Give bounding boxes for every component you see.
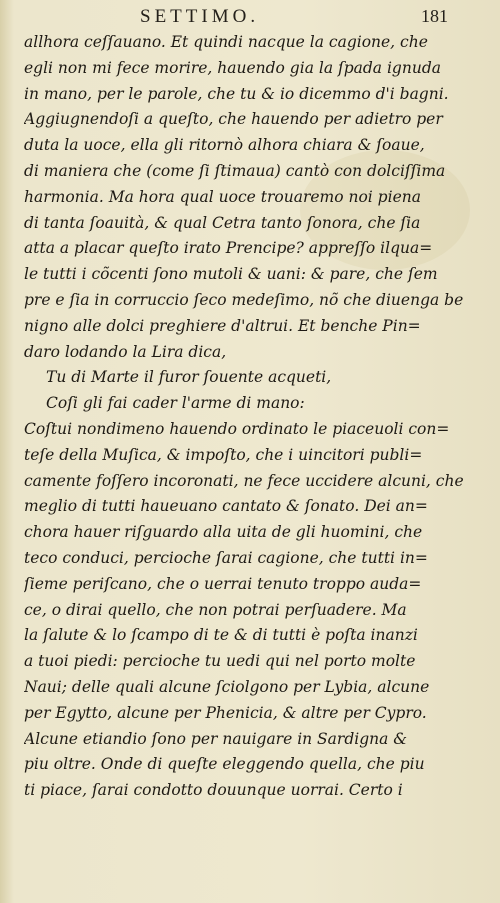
text-block [24, 30, 474, 804]
text-line: ſieme periſcano, che o uerrai tenuto troppo auda= [24, 574, 422, 593]
text-line: pre e ſia in corruccio ſeco medeſimo, nõ che diuenga be [24, 290, 464, 309]
text-line: allhora ceſſauano. Et quindi nacque la cagione, che [24, 33, 428, 51]
page-number: 181 [421, 6, 448, 26]
text-line: a tuoi piedi: percioche tu uedi qui nel porto molte [24, 652, 416, 671]
text-line: la ſalute & lo ſcampo di te & di tutti è poſta inanzi [24, 626, 418, 645]
text-line: camente foſſero incoronati, ne fece uccidere alcuni, che [24, 471, 464, 490]
text-line: ce, o dirai quello, che non potrai perſuadere. Ma [24, 600, 407, 619]
text-line: daro lodando la Lira dica, [24, 342, 227, 361]
text-line: meglio di tutti haueuano cantato & ſonato. Dei an= [24, 497, 428, 516]
text-line: nigno alle dolci preghiere d'altrui. Et benche Pin= [24, 316, 421, 335]
verse-line: Tu di Marte il furor ſouente acqueti, [46, 368, 332, 387]
text-line: teco conduci, percioche ſarai cagione, che tutti in= [24, 548, 428, 567]
text-line: duta la uoce, ella gli ritornò alhora chiara & ſoaue, [24, 136, 425, 155]
text-line: Aggiugnendoſi a queſto, che hauendo per adietro per [24, 110, 443, 129]
text-line: per Egytto, alcune per Phenicia, & altre per Cypro. [24, 703, 427, 722]
text-line: ti piace, ſarai condotto douunque uorrai. Certo i [24, 781, 403, 800]
text-line: Alcune etiandio ſono per nauigare in Sardigna & [24, 729, 408, 748]
text-line: teſe della Muſica, & impoſto, che i uincitori publi= [24, 445, 423, 464]
text-line: Coſtui nondimeno hauendo ordinato le piaceuoli con= [24, 419, 450, 438]
text-line: egli non mi fece morire, hauendo gia la ſpada ignuda [24, 58, 441, 77]
text-line: harmonia. Ma hora qual uoce trouaremo noi piena [24, 187, 421, 206]
text-line: atta a placar queſto irato Prencipe? appreſſo ilqua= [24, 239, 433, 258]
text-line: chora hauer riſguardo alla uita de gli huomini, che [24, 523, 423, 542]
text-line: in mano, per le parole, che tu & io dicemmo d'i bagni. [24, 84, 449, 103]
text-line: Naui; delle quali alcune ſciolgono per Lybia, alcune [24, 677, 430, 696]
running-head: SETTIMO. [140, 6, 260, 27]
verse-line: Coſi gli fai cader l'arme di mano: [46, 394, 305, 413]
text-line: di tanta ſoauità, & qual Cetra tanto ſonora, che ſia [24, 213, 421, 232]
page-header [140, 0, 448, 30]
text-line: le tutti i cõcenti ſono mutoli & uani: & pare, che ſem [24, 265, 438, 284]
text-line: piu oltre. Onde di queſte eleggendo quella, che piu [24, 755, 425, 774]
text-line: di maniera che (come ſi ſtimaua) cantò con dolciſſima [24, 161, 446, 180]
